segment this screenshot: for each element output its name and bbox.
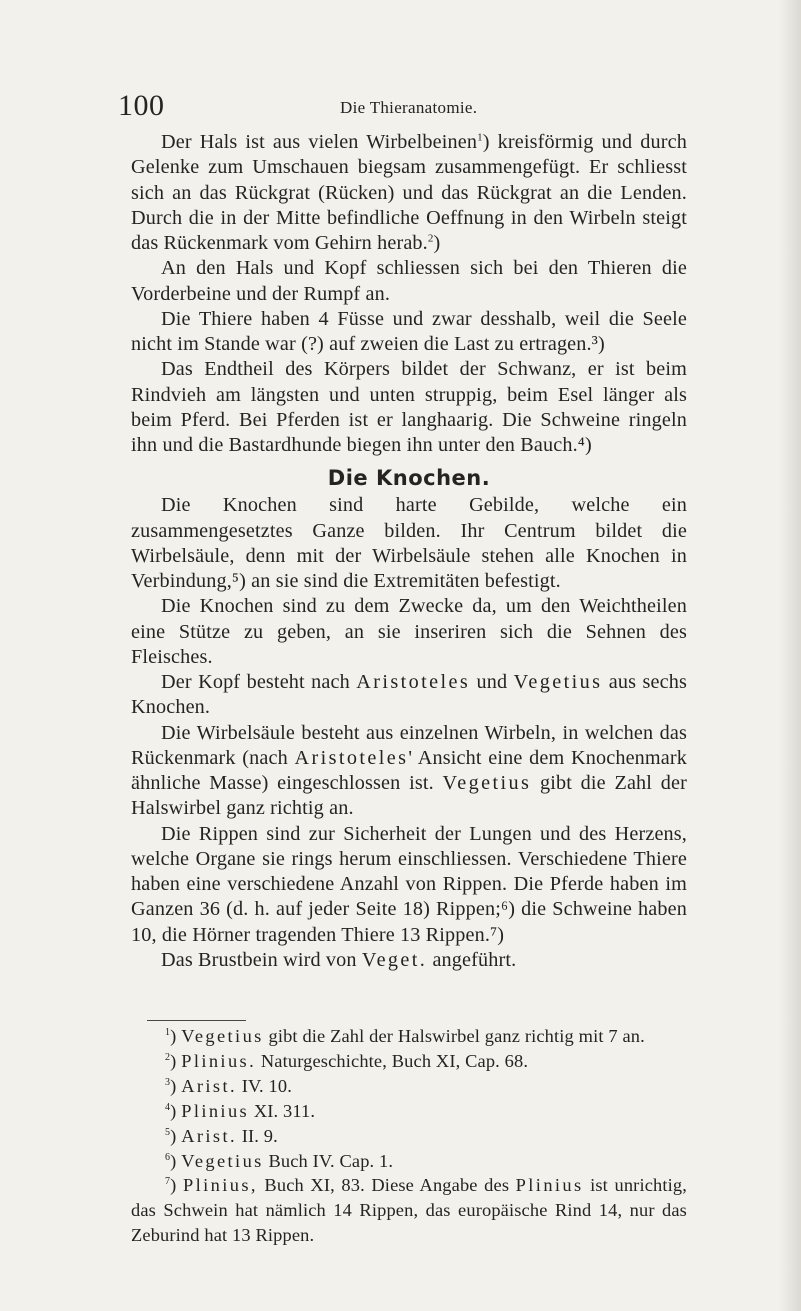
footnote-6: $^6$) Vegetius Buch IV. Cap. 1. bbox=[165, 1150, 394, 1171]
footnote-mark: 7 bbox=[165, 1176, 171, 1188]
author-name: Plinius, bbox=[182, 1175, 258, 1196]
paragraph-sternum bbox=[131, 948, 687, 973]
author-name: Veget. bbox=[361, 948, 428, 971]
footnote-text: Buch XI, 83. Diese Angabe des bbox=[257, 1175, 516, 1196]
footnote-text: Naturgeschichte, Buch XI, Cap. 68. bbox=[256, 1050, 529, 1071]
paragraph-forelegs: An den Hals und Kopf schliessen sich bei den Thieren die Vorderbeine und der Rumpf an. bbox=[131, 257, 687, 305]
footnote-2: $^2$) Plinius. Naturgeschichte, Buch XI, Cap. 68. bbox=[165, 1050, 529, 1071]
author-name: Vegetius bbox=[181, 1026, 264, 1046]
text-run: aus sechs Knochen. bbox=[131, 671, 687, 719]
footnote-5: $^5$) Arist. II. 9. bbox=[165, 1125, 278, 1146]
footnote-4: $^4$) Plinius XI. 311. bbox=[165, 1100, 316, 1121]
paragraph-skull bbox=[131, 670, 687, 721]
text-run: Der Hals ist aus vielen Wirbelbeinen bbox=[161, 131, 478, 153]
footnote-text: Buch IV. Cap. 1. bbox=[263, 1150, 394, 1171]
author-name: Aristoteles bbox=[356, 671, 471, 693]
footnote-3: $^3$) Arist. IV. 10. bbox=[165, 1075, 292, 1096]
footnote-text: II. 9. bbox=[236, 1125, 278, 1146]
footnotes bbox=[131, 1024, 687, 1248]
footnote-ref: 1 bbox=[477, 131, 483, 144]
text-run: und bbox=[470, 671, 514, 693]
page-header bbox=[118, 89, 678, 133]
paragraph-ribs: Die Rippen sind zur Sicherheit der Lungen und des Herzens, welche Organe sie rings herum einschliessen. Verschiedene Thiere haben eine verschiedene Anzahl von Rippen. Die Pferde haben im Ganzen 36 (d. h. auf jeder Seite 18) Rippen;⁶) die Schweine haben 10, die Hörner tragenden Thiere 13 Rippen.⁷) bbox=[131, 822, 687, 946]
text-run: ) bbox=[433, 232, 441, 254]
author-name: Aristoteles bbox=[294, 746, 409, 769]
text-run: Der Kopf besteht nach bbox=[161, 671, 357, 693]
text-run: gibt die Zahl der Halswirbel ganz richtig an. bbox=[131, 772, 687, 820]
text-run: ' Ansicht eine dem Knochenmark ähnliche Masse) eingeschlossen ist. bbox=[131, 746, 687, 794]
section-heading: Die Knochen. bbox=[327, 466, 491, 491]
footnote-mark: 1 bbox=[165, 1026, 171, 1038]
author-name: Arist. bbox=[181, 1075, 237, 1096]
text-run: angeführt. bbox=[427, 948, 517, 971]
author-name: Plinius bbox=[515, 1175, 584, 1196]
footnote-mark: 2 bbox=[165, 1051, 171, 1063]
footnote-1: $^1$) Vegetius gibt die Zahl der Halswirbel ganz richtig mit 7 an. bbox=[165, 1026, 645, 1046]
author-name: Vegetius bbox=[181, 1150, 264, 1171]
author-name: Plinius bbox=[181, 1100, 250, 1121]
footnote-mark: 6 bbox=[165, 1151, 171, 1163]
footnote-mark: 5 bbox=[165, 1126, 171, 1138]
paragraph-bones-purpose: Die Knochen sind zu dem Zwecke da, um den Weichtheilen eine Stütze zu geben, an sie inseriren sich die Sehnen des Fleisches. bbox=[131, 595, 687, 668]
author-name: Arist. bbox=[181, 1125, 237, 1146]
author-name: Vegetius bbox=[513, 671, 603, 693]
footnote-mark: 3 bbox=[165, 1076, 171, 1088]
paragraph-bones-intro: Die Knochen sind harte Gebilde, welche ein zusammengesetztes Ganze bilden. Ihr Centrum bildet die Wirbelsäule, denn mit der Wirbelsäule stehen alle Knochen in Verbindung,⁵) an sie sind die Extremitäten befestigt. bbox=[131, 494, 687, 592]
running-head: Die Thieranatomie. bbox=[340, 98, 478, 117]
footnote-mark: 4 bbox=[165, 1101, 171, 1113]
body-text bbox=[131, 130, 687, 973]
footnote-ref: 2 bbox=[427, 232, 434, 245]
footnote-divider bbox=[147, 1020, 246, 1021]
page-edge-shadow bbox=[779, 0, 801, 1311]
paragraph-neck bbox=[131, 130, 687, 256]
footnote-text: XI. 311. bbox=[249, 1100, 316, 1121]
footnote-text: gibt die Zahl der Halswirbel ganz richtig mit 7 an. bbox=[263, 1026, 645, 1046]
author-name: Plinius. bbox=[181, 1050, 257, 1071]
paragraph-tail: Das Endtheil des Körpers bildet der Schwanz, er ist beim Rindvieh am längsten und unten struppig, beim Esel länger als beim Pferd. Bei Pferden ist er langhaarig. Die Schweine ringeln ihn und die Bastardhunde biegen ihn unter den Bauch.⁴) bbox=[131, 358, 687, 456]
text-run: ) kreisförmig und durch Gelenke zum Umschauen biegsam zusammengefügt. Er schliesst sich an das Rückgrat (Rücken) und das Rückgrat an die Lenden. Durch die in der Mitte befindliche Oeffnung in den Wirbeln steigt das Rückenmark vom Gehirn herab. bbox=[131, 131, 687, 254]
text-run: Das Brustbein wird von bbox=[161, 948, 362, 971]
paragraph-four-feet: Die Thiere haben 4 Füsse und zwar desshalb, weil die Seele nicht im Stande war (?) auf zweien die Last zu ertragen.³) bbox=[131, 307, 687, 355]
author-name: Vegetius bbox=[442, 772, 532, 794]
paragraph-spine bbox=[131, 721, 687, 822]
text-run: Die Wirbelsäule besteht aus einzelnen Wirbeln, in welchen das Rückenmark (nach bbox=[131, 721, 687, 769]
footnote-text: IV. 10. bbox=[236, 1075, 292, 1096]
page-number: 100 bbox=[118, 89, 165, 122]
footnote-text: ist unrichtig, das Schwein hat nämlich 14 Rippen, das europäische Rind 14, nur das Zeburind hat 13 Rippen. bbox=[131, 1175, 687, 1246]
footnote-7: $^7$) Plinius, Buch XI, 83. Diese Angabe des Plinius ist unrichtig, das Schwein hat nämlich 14 Rippen, das europäische Rind 14, nur das Zeburind hat 13 Rippen. bbox=[131, 1175, 687, 1246]
